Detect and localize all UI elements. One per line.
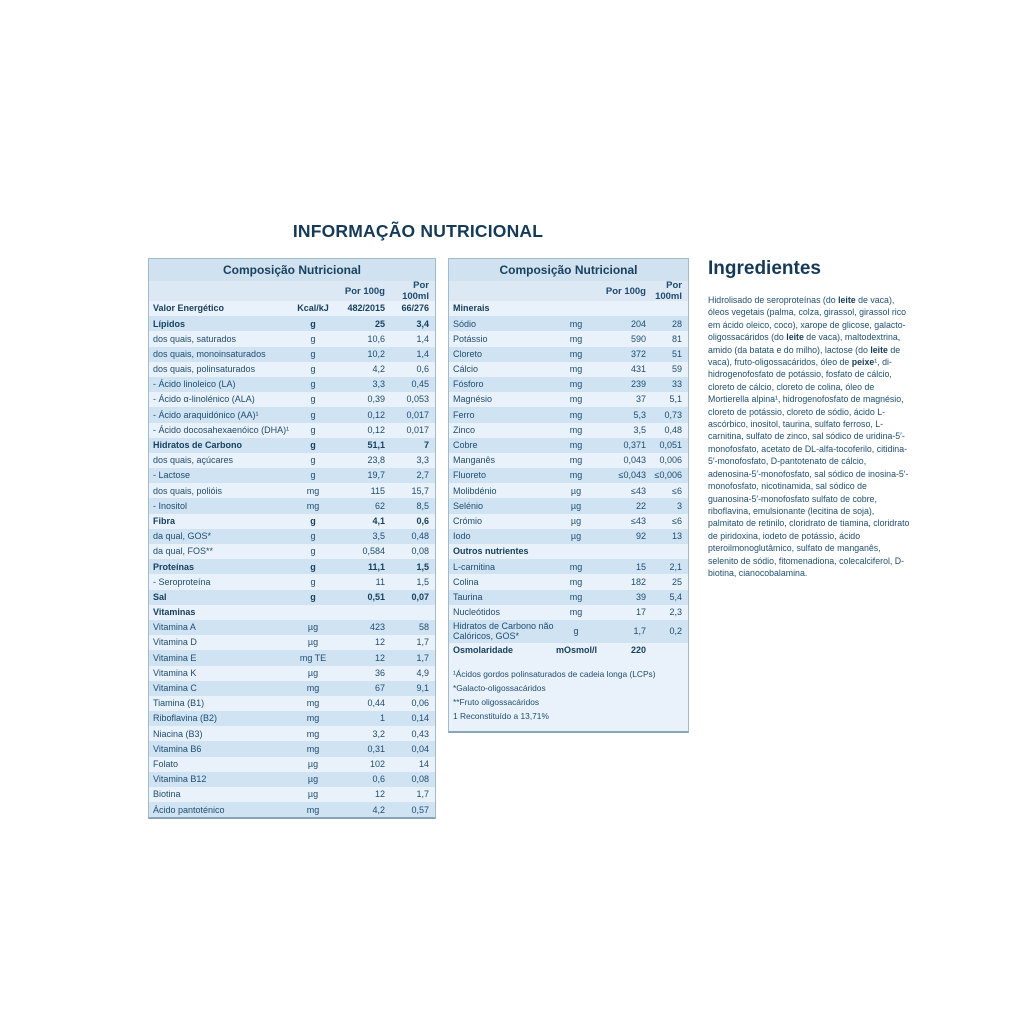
table-row [449, 347, 688, 362]
cell-v100ml: ≤0,006 [654, 470, 682, 481]
cell-v100g: 51,1 [367, 440, 385, 451]
table-row [149, 559, 435, 574]
cell-v100g: 15 [635, 561, 646, 572]
cell-v100ml: 3 [676, 500, 682, 511]
cell-v100ml: 0,08 [411, 546, 429, 557]
cell-label: Crómio [453, 515, 483, 526]
cell-v100g: 92 [635, 531, 646, 542]
cell-v100ml: 2,3 [669, 607, 682, 618]
cell-v100g: 12 [374, 789, 385, 800]
cell-v100g: 4,2 [372, 804, 385, 815]
cell-v100g: 39 [635, 591, 646, 602]
table-row [149, 605, 435, 620]
cell-label: Sal [153, 591, 167, 602]
cell-v100ml: 4,9 [416, 667, 429, 678]
cell-v100ml: 28 [671, 318, 682, 329]
cell-unit: µg [570, 485, 582, 496]
cell-v100g: 0,043 [623, 455, 646, 466]
cell-label: dos quais, saturados [153, 333, 237, 344]
nutrition-table-left [148, 258, 436, 819]
cell-label: - Ácido docosahexaenóico (DHA)¹ [153, 424, 290, 435]
cell-v100g: 0,371 [623, 440, 646, 451]
cell-v100g: 0,51 [367, 591, 385, 602]
cell-v100ml: 0,48 [664, 424, 682, 435]
cell-v100g: 12 [374, 652, 385, 663]
cell-label: Vitamina A [153, 622, 196, 633]
nutrition-table-right [448, 258, 689, 733]
table-row [449, 529, 688, 544]
cell-v100g: 102 [369, 758, 385, 769]
cell-label: Vitamina K [153, 667, 197, 678]
cell-label: dos quais, polióis [153, 485, 223, 496]
table-row [149, 726, 435, 741]
table-row [149, 392, 435, 407]
cell-v100g: 10,6 [367, 333, 385, 344]
cell-label: Cobre [453, 440, 478, 451]
cell-v100ml: 0,43 [411, 728, 429, 739]
table-row [149, 498, 435, 513]
cell-v100g: 431 [630, 364, 646, 375]
cell-v100ml: 0,08 [411, 774, 429, 785]
cell-unit: mg [569, 379, 583, 390]
cell-unit: g [310, 531, 316, 542]
cell-unit: g [310, 318, 316, 329]
table-row [449, 362, 688, 377]
cell-label: Vitamina B6 [153, 743, 202, 754]
cell-unit: g [310, 409, 316, 420]
table-row [449, 544, 688, 559]
cell-v100ml: 0,14 [411, 713, 429, 724]
cell-v100ml: 0,04 [411, 743, 429, 754]
cell-v100g: 25 [374, 318, 385, 329]
table-row [149, 423, 435, 438]
cell-label: - Ácido araquidónico (AA)¹ [153, 409, 259, 420]
cell-unit: g [310, 348, 316, 359]
cell-v100ml: 7 [423, 440, 429, 451]
table-row [149, 696, 435, 711]
cell-v100g: 10,2 [367, 348, 385, 359]
table-row [149, 544, 435, 559]
table-row [449, 377, 688, 392]
cell-unit: µg [307, 667, 319, 678]
cell-v100g: 1,7 [633, 626, 646, 637]
table-row [449, 514, 688, 529]
cell-unit: Kcal/kJ [297, 303, 329, 314]
table-row [449, 407, 688, 422]
cell-label: Hidratos de Carbono não Calóricos, GOS* [453, 620, 554, 642]
cell-unit: µg [570, 531, 582, 542]
table-row [149, 347, 435, 362]
cell-v100g: 11,1 [367, 561, 385, 572]
cell-v100g: 67 [374, 683, 385, 694]
cell-unit: µg [570, 500, 582, 511]
cell-unit: mg [569, 409, 583, 420]
table-body [149, 301, 435, 817]
cell-v100g: 239 [630, 379, 646, 390]
cell-unit: g [310, 440, 316, 451]
cell-label: Valor Energético [153, 303, 225, 314]
cell-v100g: 204 [630, 318, 646, 329]
cell-v100g: ≤43 [631, 515, 646, 526]
cell-unit: µg [307, 789, 319, 800]
cell-label: dos quais, monoinsaturados [153, 348, 266, 359]
cell-label: Vitamina D [153, 637, 197, 648]
table-footnotes [449, 658, 688, 731]
table-row [149, 301, 435, 316]
cell-label: Niacina (B3) [153, 728, 203, 739]
cell-label: Colina [453, 576, 479, 587]
cell-v100ml: 0,017 [406, 409, 429, 420]
cell-v100g: 3,2 [372, 728, 385, 739]
cell-unit: µg [307, 758, 319, 769]
table-row [149, 772, 435, 787]
table-row [449, 498, 688, 513]
cell-label: Biotina [153, 789, 181, 800]
table-row [149, 514, 435, 529]
cell-v100g: 5,3 [633, 409, 646, 420]
cell-v100ml: ≤6 [672, 485, 682, 496]
ingredients-section [708, 258, 910, 579]
table-row [149, 574, 435, 589]
cell-v100g: 3,3 [372, 379, 385, 390]
cell-v100g: 3,5 [633, 424, 646, 435]
cell-v100ml: 1,4 [416, 333, 429, 344]
cell-unit: mg [306, 728, 320, 739]
cell-label: Potássio [453, 333, 488, 344]
cell-v100g: 62 [374, 500, 385, 511]
table-row [449, 483, 688, 498]
cell-unit: g [310, 424, 316, 435]
cell-unit: g [310, 561, 316, 572]
cell-v100g: 182 [630, 576, 646, 587]
cell-v100ml: 3,3 [416, 455, 429, 466]
cell-label: - Inositol [153, 500, 188, 511]
ingredients-heading: Ingredientes [708, 258, 821, 279]
cell-label: Tiamina (B1) [153, 698, 205, 709]
cell-v100g: 4,1 [372, 515, 385, 526]
table-row [449, 620, 688, 643]
footnote: ¹Ácidos gordos polinsaturados de cadeia longa (LCPs) [453, 669, 656, 680]
col-header-100ml: Por 100ml [655, 280, 682, 302]
table-row [449, 643, 688, 658]
cell-v100ml: 9,1 [416, 683, 429, 694]
cell-unit: mg [569, 424, 583, 435]
cell-v100ml: 15,7 [411, 485, 429, 496]
cell-label: Sódio [453, 318, 477, 329]
cell-v100ml: 59 [671, 364, 682, 375]
cell-v100g: 11 [375, 576, 385, 587]
cell-label: Proteínas [153, 561, 195, 572]
cell-label: Fluoreto [453, 470, 487, 481]
table-row [149, 331, 435, 346]
cell-unit: mg TE [299, 652, 327, 663]
cell-v100ml: 0,6 [416, 364, 429, 375]
table-row [449, 438, 688, 453]
table-row [149, 453, 435, 468]
cell-unit: mg [306, 500, 320, 511]
cell-label: - Seroproteína [153, 576, 211, 587]
cell-unit: µg [307, 637, 319, 648]
cell-unit: mg [569, 333, 583, 344]
cell-unit: g [310, 379, 316, 390]
cell-v100g: 220 [630, 645, 646, 656]
cell-label: Ácido pantoténico [153, 804, 225, 815]
cell-v100g: 19,7 [367, 470, 385, 481]
cell-v100ml: 0,06 [411, 698, 429, 709]
cell-unit: µg [307, 774, 319, 785]
cell-label: Riboflavina (B2) [153, 713, 218, 724]
cell-label: dos quais, açúcares [153, 455, 234, 466]
cell-v100ml: 1,7 [416, 637, 429, 648]
page-title: INFORMAÇÃO NUTRICIONAL [292, 221, 544, 241]
cell-v100ml: 0,48 [411, 531, 429, 542]
table-column-header [149, 281, 435, 301]
table-row [149, 316, 435, 331]
table-row [149, 620, 435, 635]
cell-v100g: 4,2 [372, 364, 385, 375]
table-body [449, 301, 688, 658]
cell-unit: mg [306, 698, 320, 709]
table-row [449, 574, 688, 589]
cell-label: Ferro [453, 409, 475, 420]
cell-unit: mg [306, 683, 320, 694]
cell-v100ml: 0,006 [659, 455, 682, 466]
cell-label: Fibra [153, 515, 176, 526]
cell-unit: mg [306, 743, 320, 754]
table-title: Composição Nutricional [449, 259, 688, 281]
cell-v100ml: 81 [671, 333, 682, 344]
table-row [149, 650, 435, 665]
cell-v100ml: 5,4 [669, 591, 682, 602]
cell-label: Molibdénio [453, 485, 497, 496]
cell-v100ml: 66/276 [401, 303, 429, 314]
footnote: **Fruto oligossacáridos [453, 697, 540, 708]
table-row [149, 468, 435, 483]
cell-v100g: ≤43 [631, 485, 646, 496]
cell-label: Selénio [453, 500, 484, 511]
cell-unit: mg [306, 485, 320, 496]
table-row [449, 605, 688, 620]
cell-v100ml: 1,5 [416, 561, 429, 572]
cell-label: Folato [153, 758, 179, 769]
cell-v100g: 0,584 [362, 546, 385, 557]
cell-label: Lípidos [153, 318, 185, 329]
table-row [449, 590, 688, 605]
table-row [449, 559, 688, 574]
col-header-100ml: Por 100ml [402, 280, 429, 302]
cell-label: Manganês [453, 455, 496, 466]
table-row [149, 377, 435, 392]
cell-unit: g [310, 470, 316, 481]
cell-v100g: 17 [635, 607, 646, 618]
cell-unit: mOsmol/l [556, 645, 598, 656]
cell-label: Taurina [453, 591, 483, 602]
cell-label: Magnésio [453, 394, 493, 405]
table-row [149, 438, 435, 453]
cell-v100ml: 14 [418, 758, 429, 769]
cell-label: Fósforo [453, 379, 484, 390]
cell-v100g: 1 [379, 713, 385, 724]
table-row [149, 590, 435, 605]
col-header-100g: Por 100g [605, 285, 646, 297]
cell-label: dos quais, polinsaturados [153, 364, 256, 375]
cell-unit: mg [569, 607, 583, 618]
cell-label: - Ácido α-linolénico (ALA) [153, 394, 255, 405]
cell-v100ml: 8,5 [416, 500, 429, 511]
cell-v100ml: 13 [671, 531, 682, 542]
cell-v100g: 37 [635, 394, 646, 405]
cell-v100ml: 0,73 [664, 409, 682, 420]
table-row [449, 453, 688, 468]
cell-v100g: 23,8 [367, 455, 385, 466]
cell-v100g: 482/2015 [347, 303, 385, 314]
cell-label: Cloreto [453, 348, 483, 359]
cell-unit: mg [569, 576, 583, 587]
cell-v100ml: 2,1 [669, 561, 682, 572]
table-row [149, 529, 435, 544]
cell-v100ml: 0,6 [416, 515, 429, 526]
cell-unit: mg [569, 394, 583, 405]
cell-unit: g [310, 591, 316, 602]
cell-v100ml: 51 [671, 348, 682, 359]
cell-label: Minerais [453, 303, 490, 314]
table-row [149, 407, 435, 422]
cell-unit: g [310, 333, 316, 344]
cell-v100g: 36 [374, 667, 385, 678]
cell-unit: g [310, 364, 316, 375]
cell-label: - Ácido linoleico (LA) [153, 379, 236, 390]
cell-label: L-carnitina [453, 561, 496, 572]
cell-unit: mg [306, 713, 320, 724]
cell-v100ml: 0,45 [411, 379, 429, 390]
cell-v100g: ≤0,043 [618, 470, 646, 481]
table-row [149, 666, 435, 681]
cell-v100ml: 5,1 [669, 394, 682, 405]
cell-unit: mg [569, 318, 583, 329]
cell-label: Osmolaridade [453, 645, 514, 656]
cell-v100ml: 0,07 [411, 591, 429, 602]
table-row [149, 757, 435, 772]
cell-v100g: 0,44 [367, 698, 385, 709]
table-row [149, 681, 435, 696]
cell-label: da qual, GOS* [153, 531, 212, 542]
cell-label: - Lactose [153, 470, 191, 481]
table-row [149, 483, 435, 498]
cell-v100ml: 58 [418, 622, 429, 633]
table-row [449, 301, 688, 316]
cell-label: Zinco [453, 424, 476, 435]
footnote: 1 Reconstituído a 13,71% [453, 711, 549, 722]
table-row [449, 316, 688, 331]
cell-unit: g [310, 546, 316, 557]
cell-unit: mg [306, 804, 320, 815]
cell-unit: mg [569, 561, 583, 572]
cell-unit: mg [569, 364, 583, 375]
cell-v100ml: 0,57 [411, 804, 429, 815]
cell-v100ml: 0,017 [406, 424, 429, 435]
cell-label: Outros nutrientes [453, 546, 529, 557]
cell-label: Vitamina B12 [153, 774, 207, 785]
table-row [449, 392, 688, 407]
table-row [149, 711, 435, 726]
cell-v100ml: 1,4 [416, 348, 429, 359]
table-row [149, 362, 435, 377]
col-header-100g: Por 100g [344, 285, 385, 297]
table-column-header [449, 281, 688, 301]
footnote: *Galacto-oligossacáridos [453, 683, 546, 694]
cell-v100g: 0,39 [367, 394, 385, 405]
cell-v100ml: 3,4 [416, 318, 429, 329]
cell-label: Nucleótidos [453, 607, 501, 618]
cell-unit: µg [570, 515, 582, 526]
cell-label: Vitamina C [153, 683, 197, 694]
cell-v100ml: ≤6 [672, 515, 682, 526]
cell-label: da qual, FOS** [153, 546, 214, 557]
cell-label: Cálcio [453, 364, 479, 375]
cell-v100ml: 0,051 [659, 440, 682, 451]
cell-unit: g [310, 515, 316, 526]
cell-v100g: 0,12 [367, 409, 385, 420]
cell-v100ml: 1,7 [416, 789, 429, 800]
cell-unit: µg [307, 622, 319, 633]
cell-v100g: 0,31 [367, 743, 385, 754]
cell-unit: g [573, 626, 579, 637]
cell-v100g: 115 [370, 485, 385, 496]
cell-unit: mg [569, 440, 583, 451]
cell-v100g: 590 [630, 333, 646, 344]
cell-label: Iodo [453, 531, 471, 542]
table-row [149, 741, 435, 756]
table-row [149, 635, 435, 650]
table-row [449, 423, 688, 438]
cell-v100g: 22 [635, 500, 646, 511]
table-row [149, 787, 435, 802]
cell-v100g: 3,5 [372, 531, 385, 542]
cell-label: Vitamina E [153, 652, 197, 663]
cell-v100g: 12 [374, 637, 385, 648]
cell-unit: mg [569, 348, 583, 359]
cell-unit: mg [569, 591, 583, 602]
cell-v100g: 0,6 [372, 774, 385, 785]
cell-unit: g [310, 394, 316, 405]
cell-v100ml: 1,5 [416, 576, 429, 587]
table-title: Composição Nutricional [149, 259, 435, 281]
cell-unit: g [310, 576, 316, 587]
cell-v100ml: 0,053 [406, 394, 429, 405]
cell-v100ml: 25 [671, 576, 682, 587]
cell-label: Vitaminas [153, 607, 196, 618]
cell-unit: mg [569, 470, 583, 481]
cell-v100ml: 33 [671, 379, 682, 390]
cell-unit: g [310, 455, 316, 466]
cell-v100ml: 1,7 [416, 652, 429, 663]
cell-v100ml: 0,2 [669, 626, 682, 637]
cell-v100g: 372 [630, 348, 646, 359]
table-row [149, 802, 435, 817]
table-row [449, 331, 688, 346]
cell-label: Hidratos de Carbono [153, 440, 243, 451]
cell-v100ml: 2,7 [416, 470, 429, 481]
cell-unit: mg [569, 455, 583, 466]
ingredients-text: Hidrolisado de seroproteínas (do leite de vaca), óleos vegetais (palma, colza, girassol, girassol rico em ácido oleico, coco), xarope de glicose, galacto-oligossacáridos (do leite de vaca), maltodextrina, amido (da batata e do milho), lactose (do leite de vaca), fruto-oligossacáridos, óleo de peixe¹, di-hidrogenofosfato de potássio, fosfato de cálcio, cloreto de cálcio, cloreto de colina, óleo de Mortierella alpina¹, hidrogenofosfato de magnésio, cloreto de potássio, cloreto de sódio, ácido L-ascórbico, inositol, taurina, sulfato ferroso, L-carnitina, sulfato de zinco, sal sódico de uridina-5′-monofosfato, acetato de DL-alfa-tocoferilo, citidina-5′-monofosfato, D-pantotenato de cálcio, adenosina-5′-monofosfato, sal sódico de inosina-5′-monofosfato, nicotinamida, sal sódico de guanosina-5′-monofosfato sulfato de cobre, riboflavina, emulsionante (lecitina de soja), palmitato de retinilo, cloridrato de tiamina, cloridrato de piridoxina, iodeto de potássio, ácido pteroilmonoglutâmico, sulfato de manganês, selenito de sódio, fitomenadiona, colecalciferol, D-biotina, cianocobalamina. [708, 295, 910, 578]
table-row [449, 468, 688, 483]
cell-v100g: 423 [369, 622, 385, 633]
cell-v100g: 0,12 [367, 424, 385, 435]
